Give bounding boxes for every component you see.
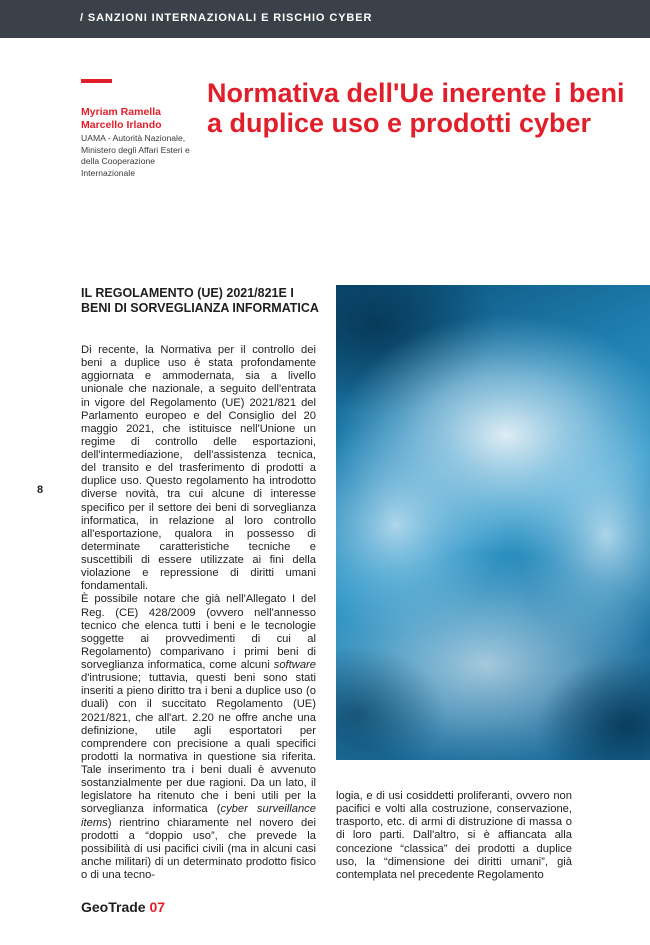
brand-name: GeoTrade	[81, 899, 146, 915]
author-name-2: Marcello Irlando	[81, 118, 162, 131]
body-column-2: logia, e di usi cosiddetti proliferanti, ovvero non pacifici e volti alla costruzione, conservazione, trasporto, etc. di armi di distruzione di massa o di loro parti. Dall'altro, si è affiancata alla concezione “classica” dei prodotti a duplice uso, la “dimensione dei diritti umani”, già contemplata nel precedente Regolamento	[336, 790, 572, 881]
emphasis-cyber-items: cyber surveillance items	[81, 803, 317, 829]
section-label: / SANZIONI INTERNAZIONALI E RISCHIO CYBER	[80, 12, 373, 24]
author-name-1: Myriam Ramella	[81, 106, 161, 118]
paragraph-2-end: ) rientrino chiaramente nel novero dei prodotti a “doppio uso”, che prevede la possibilità di usi pacifici civili (ma in alcuni casi anche militari) di un determinato prodotto fisico o di una tecno-	[81, 816, 316, 881]
header-bar	[0, 0, 650, 38]
abstract-blue-photo	[336, 285, 650, 760]
section-heading: IL REGOLAMENTO (UE) 2021/821E I BENI DI SORVEGLIANZA INFORMATICA	[81, 286, 319, 315]
paragraph-1: Di recente, la Normativa per il controllo dei beni a duplice uso è stata profondamente aggiornata e ammodernata, sia a livello unionale che nazionale, a seguito dell'entrata in vigore del Regolamento (UE) 2021/821 del Parlamento europeo e del Consiglio del 20 maggio 2021, che istituisce nell'Unione un regime di controllo delle esportazioni, dell'intermediazione, dell'assistenza tecnica, del transito e del trasferimento di prodotti a duplice uso. Questo regolamento ha introdotto diverse novità, tra cui alcune di interesse specifico per il settore dei beni di sorveglianza informatica, in relazione al loro controllo all'esportazione, qualora in possesso di determinate caratteristiche tecniche e suscettibili di essere utilizzate ai fini della violazione e repressione di diritti umani fondamentali.	[81, 344, 316, 593]
body-column-1	[81, 344, 316, 882]
accent-rule	[81, 79, 112, 83]
issue-number: 07	[149, 899, 166, 915]
paragraph-2-start: È possibile notare che già nell'Allegato I del Reg. (CE) 428/2009 (ovvero nell'annesso tecnico che elenca tutti i beni e le tecnologie soggette ai provvedimenti di cui al Regolamento) comparivano i primi beni di sorveglianza informatica, come alcuni	[81, 593, 316, 671]
photo-graphic	[336, 285, 650, 760]
emphasis-software: software	[273, 659, 316, 671]
page-number: 8	[37, 484, 44, 496]
author-names	[81, 106, 191, 131]
article-title: Normativa dell'Ue inerente i beni a duplice uso e prodotti cyber	[207, 78, 625, 138]
author-affiliation: UAMA - Autorità Nazionale, Ministero degli Affari Esteri e della Cooperazione Internazionale	[81, 133, 190, 178]
paragraph-2-middle: d'intrusione; tuttavia, questi beni sono stati inseriti a pieno diritto tra i beni a duplice uso (o duali) con il succitato Regolamento (UE) 2021/821, che all'art. 2.20 ne offre anche una definizione, utile agli esportatori per comprendere con precisione a quali specifici prodotti la normativa in questione sia riferita. Tale inserimento tra i beni duali è avvenuto sostanzialmente per due ragioni. Da un lato, il legislatore ha ritenuto che i beni utili per la sorveglianza informatica (	[81, 672, 316, 816]
footer-brand	[81, 899, 165, 915]
